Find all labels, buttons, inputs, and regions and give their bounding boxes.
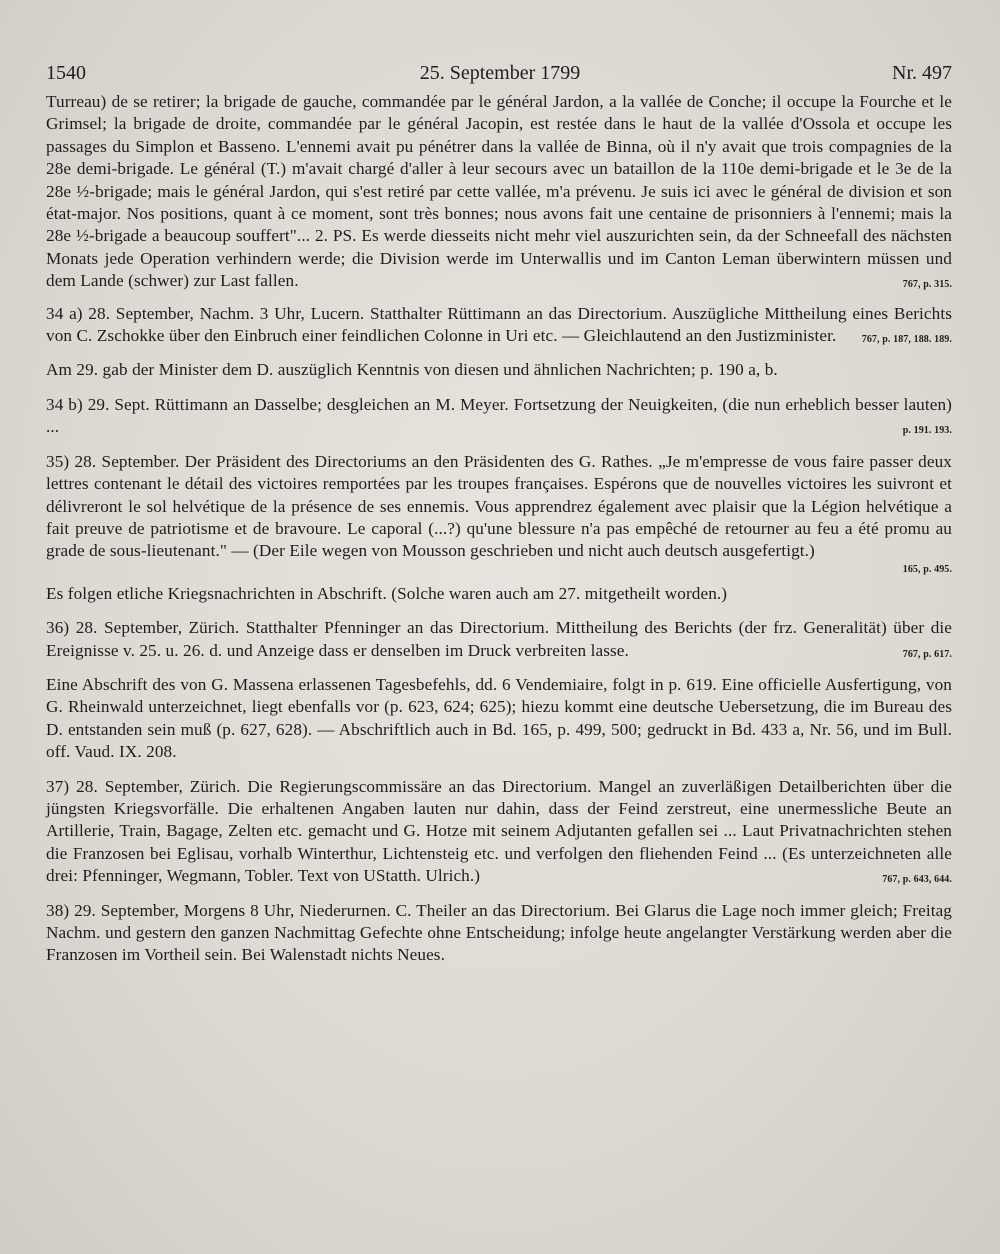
entry-note-29 bbox=[46, 359, 952, 381]
entry-text: Am 29. gab der Minister dem D. auszüglich Kenntnis von diesen und ähnlichen Nachrichten; p. 190 a, b. bbox=[46, 360, 778, 380]
running-header bbox=[46, 62, 952, 85]
archive-reference: 767, p. 315. bbox=[902, 279, 952, 291]
entry-text: Turreau) de se retirer; la brigade de gauche, commandée par le général Jardon, a la vallée de Conche; il occupe la Fourche et le Grimsel; la brigade de droite, commandée par le général Jacopin, est restée dans le haut de la vallée d'Ossola et occupe les passages du Simplon et Basseno. L'ennemi avait pu pénétrer dans la vallée de Binna, où il n'y avait que trois compagnies de la 28e demi-brigade. Le général (T.) m'avait chargé d'aller à leur secours avec un bataillon de la 110e demi-brigade et le 3e de la 28e ½-brigade; mais le général Jardon, qui s'est retiré par cette vallée, m'a prévenu. Je suis ici avec le général de division et son état-major. Nos positions, quant à ce moment, sont très bonnes; nous avons fait une centaine de prisonniers à l'ennemi; mais la 28e ½-brigade a beaucoup souffert"... 2. PS. Es werde diesseits nicht mehr viel auszurichten sein, da der Schneefall des nächsten Monats jede Operation verhindern werde; die Division werde im Unterwallis und im Canton Leman überwintern müssen und dem Lande (schwer) zur Last fallen. bbox=[46, 92, 952, 291]
entry-text: 36) 28. September, Zürich. Statthalter Pfenninger an das Directorium. Mittheilung des Berichts (der frz. Generalität) über die Ereignisse v. 25. u. 26. d. und Anzeige dass er denselben im Druck verbreiten lasse. bbox=[46, 618, 952, 660]
entry-text: Es folgen etliche Kriegsnachrichten in Abschrift. (Solche waren auch am 27. mitgetheilt worden.) bbox=[46, 583, 728, 603]
entry-text: 34 b) 29. Sept. Rüttimann an Dasselbe; desgleichen an M. Meyer. Fortsetzung der Neuigkeiten, (die nun erheblich besser lauten) ... bbox=[46, 394, 952, 437]
document-number: Nr. 497 bbox=[892, 62, 952, 84]
entry-note-kriegsnachrichten bbox=[46, 583, 952, 605]
archive-reference: p. 191. 193. bbox=[902, 425, 952, 437]
archive-reference: 165, p. 495. bbox=[902, 563, 952, 575]
entry-0 bbox=[46, 91, 952, 293]
entry-text: Eine Abschrift des von G. Massena erlassenen Tagesbefehls, dd. 6 Vendemiaire, folgt in p. 619. Eine officielle Ausfertigung, von G. Rheinwald unterzeichnet, liegt ebenfalls vor (p. 623, 624; 625); hiezu kommt eine deutsche Uebersetzung, die im Bureau des D. entstanden sein muß (p. 627, 628). — Abschriftlich auch in Bd. 165, p. 499, 500; gedruckt in Bd. 433 a, Nr. 56, und im Bull. off. Vaud. IX. 208. bbox=[46, 674, 952, 762]
body-text bbox=[46, 91, 952, 967]
entry-text: 37) 28. September, Zürich. Die Regierungscommissäre an das Directorium. Mangel an zuverläßigen Detailberichten über die jüngsten Kriegsvorfälle. Die erhaltenen Angaben lauten nur dahin, dass der Feind zerstreut, eine unermessliche Beute an Artillerie, Train, Bagage, Zelten etc. gemacht und G. Hotze mit seinem Adjutanten gefallen sei ... Laut Privatnachrichten stehen die Franzosen bei Eglisau, vorhalb Winterthur, Lichtensteig etc. und verfolgen den fliehenden Feind ... (Es unterzeichneten alle drei: Pfenninger, Wegmann, Tobler. Text von UStatth. Ulrich.) bbox=[46, 776, 952, 886]
entry-text: 34 a) 28. September, Nachm. 3 Uhr, Lucern. Statthalter Rüttimann an das Directorium. Auszügliche Mittheilung eines Berichts von C. Zschokke über den Einbruch einer feindlichen Colonne in Uri etc. — Gleichlautend an den Justizminister. bbox=[46, 303, 952, 346]
header-date: 25. September 1799 bbox=[419, 62, 581, 84]
entry-note-massena bbox=[46, 674, 952, 764]
entry-34b bbox=[46, 394, 952, 439]
page-number: 1540 bbox=[46, 62, 86, 84]
entry-36 bbox=[46, 617, 952, 662]
archive-reference: 767, p. 617. bbox=[902, 648, 952, 660]
entry-37 bbox=[46, 776, 952, 888]
entry-text: 38) 29. September, Morgens 8 Uhr, Niederurnen. C. Theiler an das Directorium. Bei Glarus die Lage noch immer gleich; Freitag Nachm. und gestern den ganzen Nachmittag Gefechte ohne Entscheidung; infolge heute angelangter Verstärkung werden aber die Franzosen im Vortheil sein. Bei Walenstadt nichts Neues. bbox=[46, 900, 952, 965]
entry-34a bbox=[46, 303, 952, 348]
entry-38 bbox=[46, 900, 952, 967]
archive-reference: 767, p. 643, 644. bbox=[882, 874, 952, 886]
entry-35 bbox=[46, 451, 952, 577]
entry-text: 35) 28. September. Der Präsident des Directoriums an den Präsidenten des G. Rathes. „Je m'empresse de vous faire passer deux lettres contenant le détail des victoires remportées par les troupes françaises. Espérons que de nouvelles victoires les suivront et délivreront le sol helvétique de la présence de ses ennemis. Vous apprendrez également avec plaisir que la Légion helvétique a fait preuve de patriotisme et de bravoure. Le caporal (...?) qu'une blessure n'a pas empêché de retourner au feu a été promu au grade de sous-lieutenant." — (Der Eile wegen von Mousson geschrieben und nicht auch deutsch ausgefertigt.) bbox=[46, 451, 952, 561]
archive-reference: 767, p. 187, 188. 189. bbox=[861, 334, 952, 346]
